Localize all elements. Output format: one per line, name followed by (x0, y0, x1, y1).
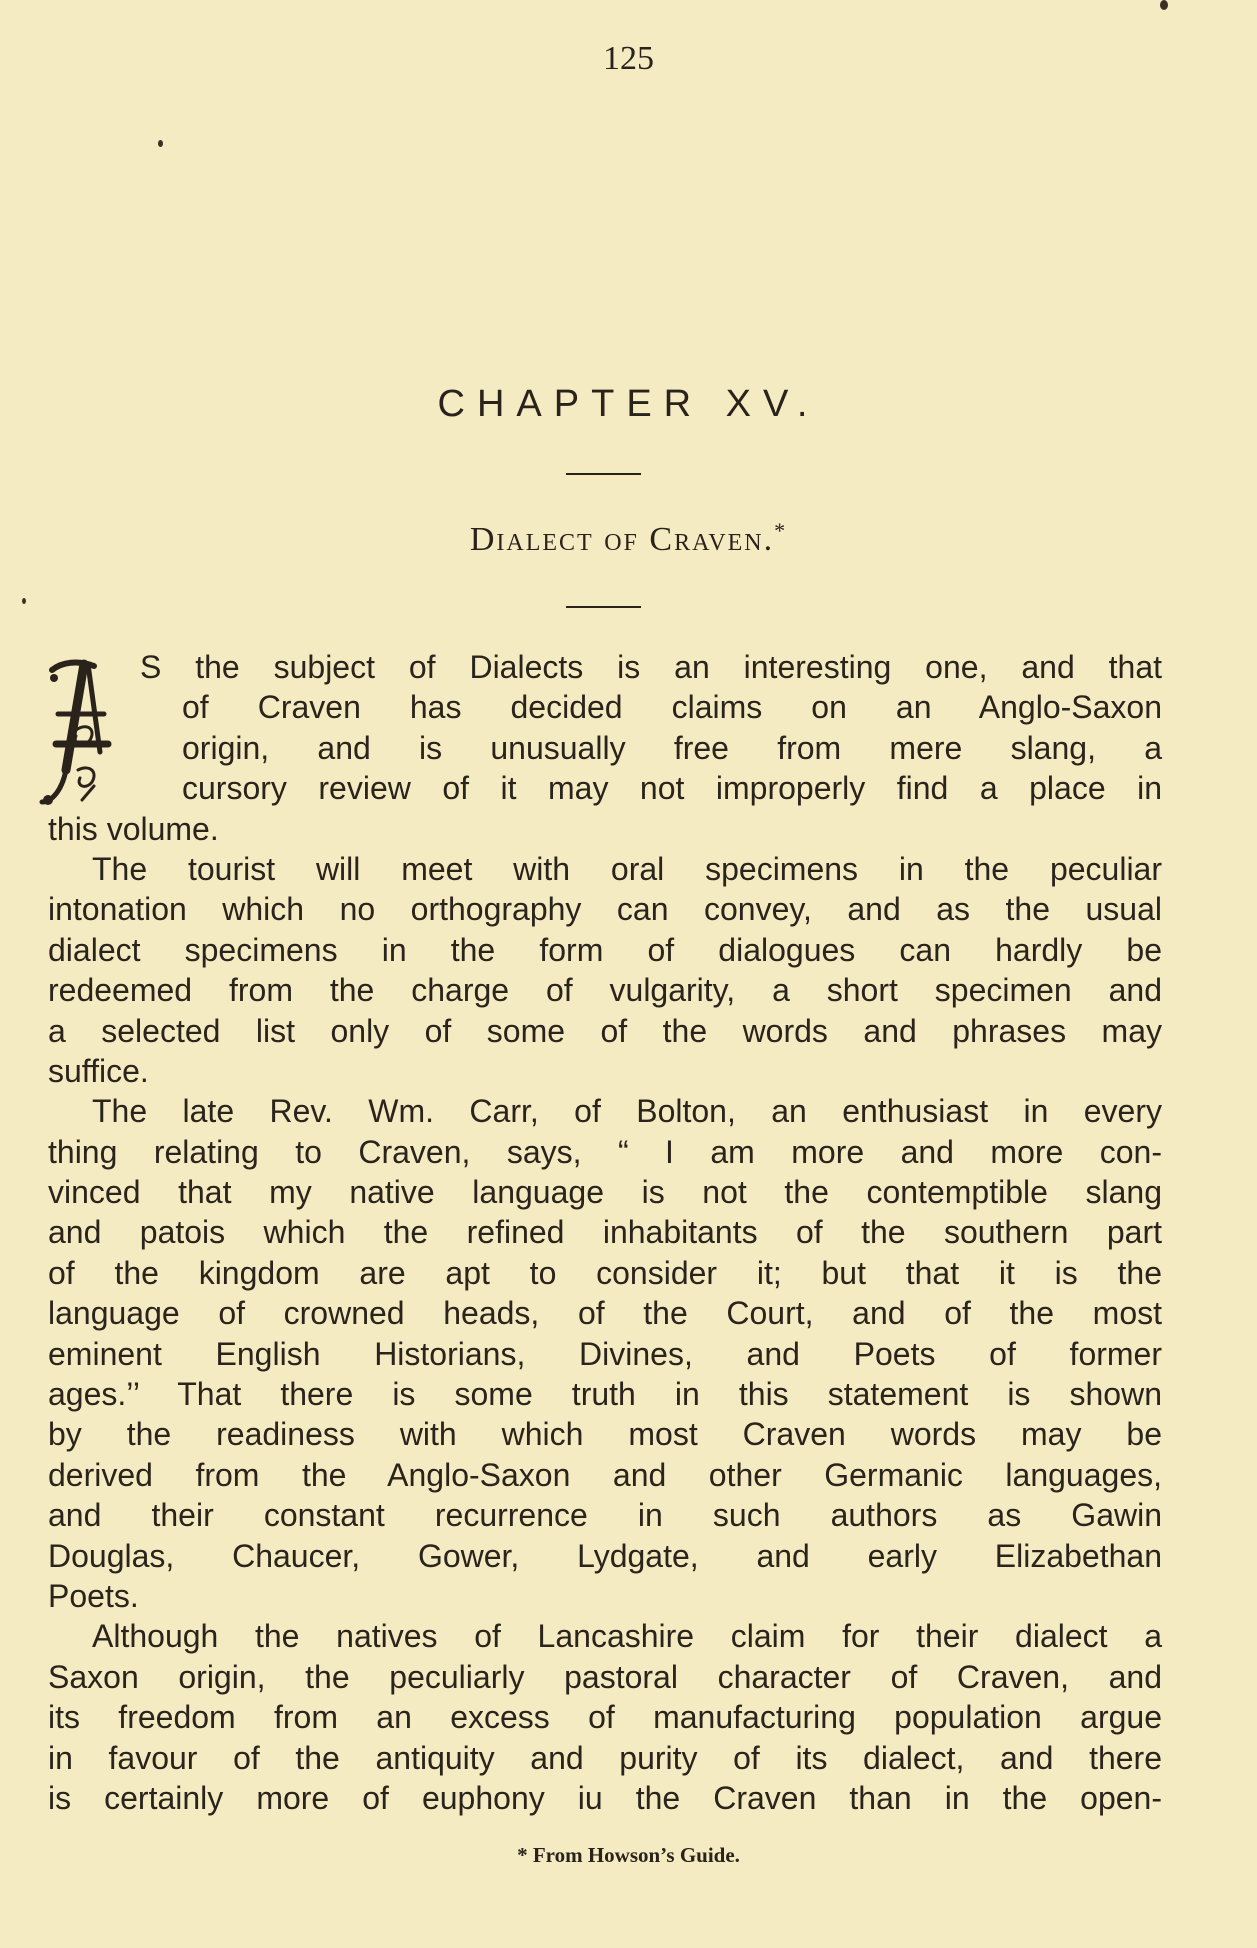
text-line: derived from the Anglo-Saxon and other Germanic languages, (48, 1456, 1162, 1493)
paragraph (48, 1616, 1162, 1818)
text-line: origin, and is unusually free from mere slang, a (182, 729, 1162, 766)
ink-speck (22, 598, 26, 604)
text-line: of Craven has decided claims on an Anglo-Saxon (182, 689, 1162, 726)
text-line: Saxon origin, the peculiarly pastoral character of Craven, and (48, 1658, 1162, 1695)
text-line: Although the natives of Lancashire claim for their dialect a (92, 1618, 1162, 1655)
text-line: language of crowned heads, of the Court, and of the most (48, 1295, 1162, 1332)
ink-speck (1160, 0, 1168, 10)
page-number: 125 (603, 40, 654, 77)
text-line: thing relating to Craven, says, “ I am more and more con- (48, 1133, 1162, 1170)
text-line: S the subject of Dialects is an interesting one, and that (140, 649, 1162, 685)
text-line: in favour of the antiquity and purity of its dialect, and there (48, 1739, 1162, 1776)
ink-speck (158, 140, 163, 147)
text-line: vinced that my native language is not the contemptible slang (48, 1174, 1162, 1211)
text-line: and their constant recurrence in such authors as Gawin (48, 1497, 1162, 1534)
text-line: cursory review of it may not improperly find a place in (182, 770, 1162, 807)
title-rule (566, 606, 641, 608)
text-line: ages.’’ That there is some truth in this statement is shown (48, 1376, 1162, 1413)
body-text (48, 647, 1162, 1818)
footnote: * From Howson’s Guide. (517, 1843, 740, 1867)
paragraph (48, 849, 1162, 1091)
text-line: dialect specimens in the form of dialogues can hardly be (48, 931, 1162, 968)
text-line: this volume. (48, 810, 219, 847)
text-line: a selected list only of some of the words and phrases may (48, 1012, 1162, 1049)
text-line: and patois which the refined inhabitants of the southern part (48, 1214, 1162, 1251)
paragraph (48, 647, 1162, 849)
text-line: Douglas, Chaucer, Gower, Lydgate, and early Elizabethan (48, 1537, 1162, 1574)
text-line: by the readiness with which most Craven words may be (48, 1416, 1162, 1453)
text-line: The tourist will meet with oral specimens in the peculiar (92, 850, 1162, 887)
text-line: The late Rev. Wm. Carr, of Bolton, an enthusiast in every (92, 1093, 1162, 1130)
section-title-text: Dialect of Craven. (469, 521, 775, 558)
chapter-heading: CHAPTER XV. (437, 383, 820, 425)
text-line: of the kingdom are apt to consider it; but that it is the (48, 1254, 1162, 1291)
text-line: intonation which no orthography can convey, and as the usual (48, 891, 1162, 928)
text-line: redeemed from the charge of vulgarity, a short specimen and (48, 972, 1162, 1009)
heading-rule (566, 473, 641, 475)
paragraph (48, 1091, 1162, 1616)
text-line: eminent English Historians, Divines, and Poets of former (48, 1335, 1162, 1372)
section-title (0, 518, 1257, 559)
text-line: suffice. (48, 1052, 149, 1089)
footnote-marker: * (774, 518, 788, 543)
text-line: its freedom from an excess of manufacturing population argue (48, 1699, 1162, 1736)
text-line: Poets. (48, 1577, 139, 1614)
text-line: is certainly more of euphony iu the Craven than in the open- (48, 1779, 1162, 1816)
